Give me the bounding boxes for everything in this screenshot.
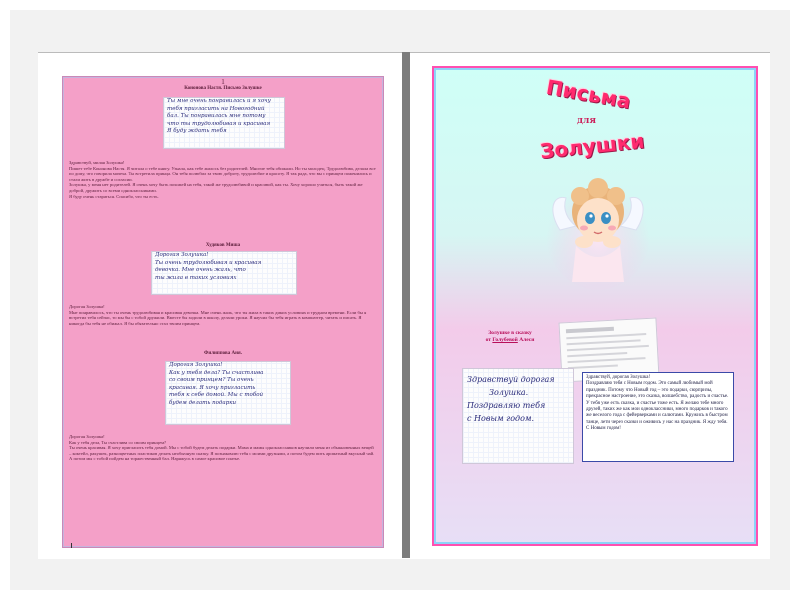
handwritten-letter-2-scan — [151, 251, 297, 295]
title-top: Письма — [544, 74, 633, 114]
angel-illustration — [546, 172, 650, 290]
handwriting-line: Дорогая Золушка! — [169, 362, 223, 368]
handwriting-line: красивая. Я хочу пригласить — [169, 384, 256, 391]
handwritten-postcard-scan — [462, 368, 574, 464]
handwriting-line: ты жила в таких условиях — [155, 274, 237, 281]
section3-author: Филиппова Аня. — [204, 351, 242, 356]
handwriting-line: с Новым годом. — [467, 414, 535, 423]
handwriting-line: что ты трудолюбивая и красивая — [167, 120, 271, 127]
handwriting-line: Здравствуй дорогая — [467, 375, 555, 384]
handwriting-line: Я буду ждать тебя — [167, 128, 227, 135]
section3-text: Дорогая Золушка! Как у тебя дела, Ты счастлива со своим принцем? Ты очень красивая. Я хочу пригласить тебя домой. Мы с тобой будем делать подарки. Мама и мамы одноклассников научили меня из обыкновенных вещей – коктейл, ракушек, разноцветных пластиков делать необычную сказку. Я познакомлю тебя с моими друзьями, а потом будем пить ароматный вкусный чай. А потом мы с тобой пойдем на торжественный бал. Наряжусь в самое красивое платье. — [69, 434, 375, 462]
right-page — [432, 66, 758, 546]
handwriting-line: тебя пригласить на Новогодний — [167, 105, 265, 112]
handwriting-line: Как у тебя дела? Ты счастлива — [169, 369, 264, 376]
page-gutter — [402, 52, 410, 558]
text-cursor — [71, 543, 72, 548]
letter-text-box: Здравствуй, дорогая Золушка! Поздравляю тебя с Новым годом. Это самый любимый мой праздник. Потому что Новый год – это подарки, сюрпризы, прекрасное настроение, это сказка, волшебство, радость и счастье. У тебя уже есть сказка, и счастье тоже есть. Я желаю тебе много друзей, таких же как мои одноклассники, много подарков и такого же веселого года с фейерверками и салютами. Кружись в быстром танце, лети через сказки и оживись у нас на праздник. Я жду тебя. С Новым годом! — [582, 372, 734, 462]
section1-text: Здравствуй, милая Золушка! Пишет тебе Кононова Настя. Я читала о тебе книгу. Узнала, как тебе жилось без родителей. Многие тебя обижали. Но ты молодец. Трудолюбива, делала все по дому, что говорила мачеха. Ты встретила принца. Он тебя полюбил за твою доброту, трудолюбие и красоту. Я так рада, что вы с принцем поженились и стали жить в дружбе и согласии. Золушка, у меня нет родителей. Я очень хочу быть похожей на тебя, такой же трудолюбивой и красивой, как ты. Хочу хорошо учиться, быть такой же доброй, дружить со всеми одноклассниками. Я буду очень стараться. Спасибо, что ты есть. — [69, 160, 376, 199]
left-page-content — [67, 79, 379, 543]
handwriting-line: будем делать подарки — [169, 399, 237, 406]
caption-author-link[interactable]: Голубевой — [492, 337, 518, 343]
section1-author: Кононова Настя. Письмо Золушке — [184, 86, 262, 91]
section2-text: Дорогая Золушка! Мне понравилось, что ты очень трудолюбивая и красивая девочка. Мне очень жаль, что ты жила в таких диких условиях и трудном времени. Если бы я встретил тебя сейчас, то мы бы с тобой дружили. Вместе бы ходили в школу, делали уроки. Я научил бы тебя играть в компьютер, читать и писать. Я никогда бы тебя не обижал. Я бы обязательно стал твоим принцем. — [69, 304, 367, 326]
caption — [468, 330, 552, 344]
caption-line2 — [468, 337, 552, 344]
handwriting-line: со своим принцем? Ты очень — [169, 377, 254, 384]
handwriting-line: Дорогая Золушка! — [155, 252, 209, 258]
title-middle: для — [577, 116, 596, 126]
handwriting-line: Золушка. — [489, 388, 529, 397]
handwriting-line: бал. Ты понравилась мне потому — [167, 113, 266, 120]
handwriting-line: Поздравляю тебя — [467, 401, 546, 410]
caption-prefix: от — [485, 337, 493, 343]
title-bottom: Золушки — [539, 128, 646, 164]
handwriting-line: девочка. Мне очень жаль, что — [155, 267, 246, 274]
handwritten-letter-3-scan — [165, 361, 291, 425]
caption-line1: Золушке в сказку — [488, 330, 532, 336]
handwritten-letter-1-scan — [163, 97, 285, 149]
caption-suffix: Алеси — [517, 337, 535, 343]
page-number: 1 — [221, 78, 225, 86]
handwriting-line: Ты мне очень понравилась и я хочу — [167, 98, 271, 104]
left-page — [62, 76, 384, 548]
handwriting-line: тебя к себе домой. Мы с тобой — [169, 392, 264, 399]
section2-author: Худяков Миша — [205, 243, 241, 248]
handwriting-line: Ты очень трудолюбивая и красивая — [155, 259, 262, 266]
